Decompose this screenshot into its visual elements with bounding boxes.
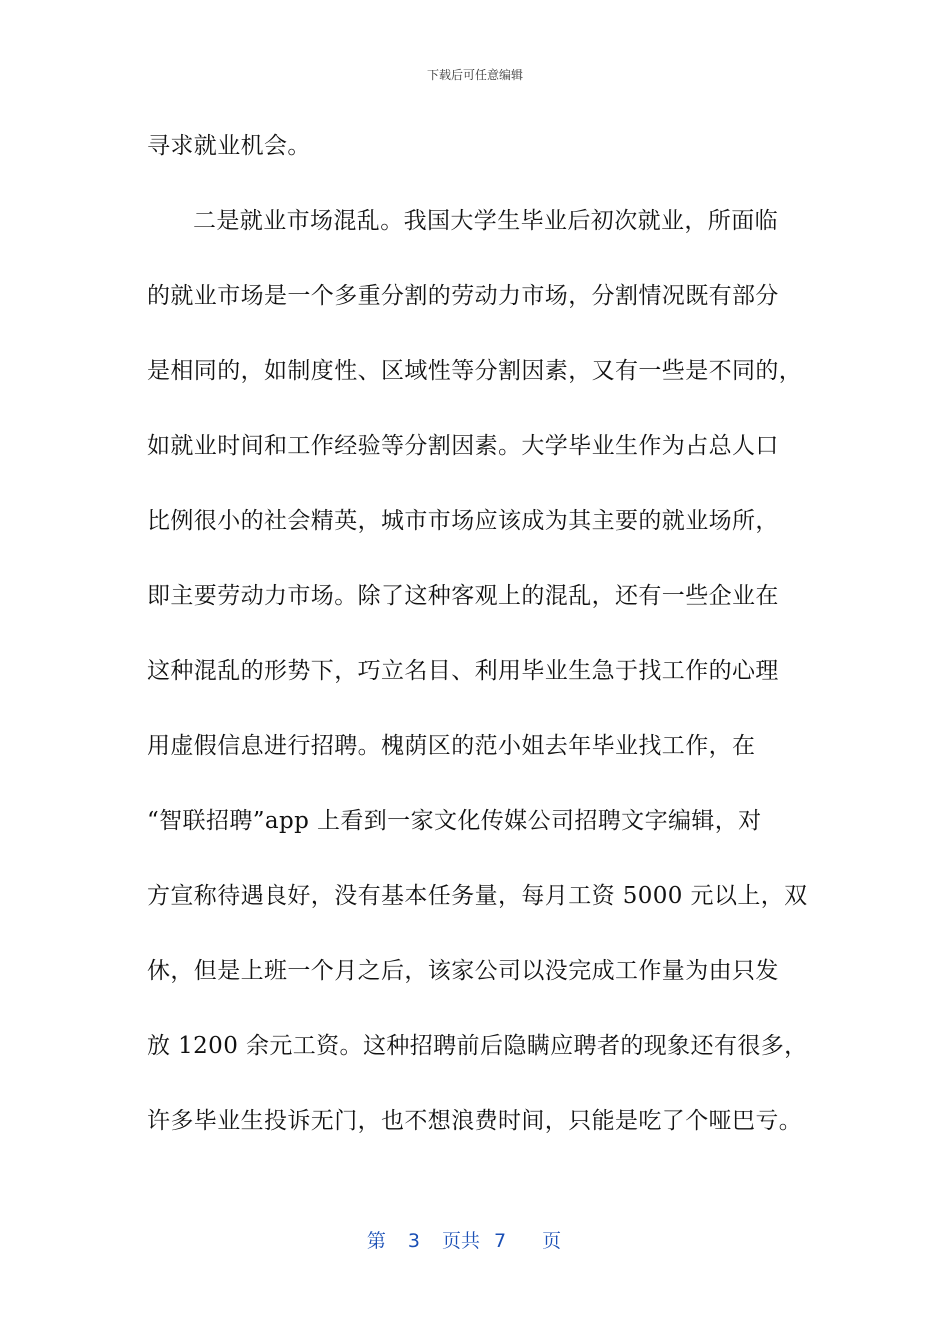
- text-line: 即主要劳动力市场。除了这种客观上的混乱，还有一些企业在: [147, 583, 779, 609]
- text-line: 如就业时间和工作经验等分割因素。大学毕业生作为占总人口: [147, 433, 779, 459]
- text-line: “智联招聘”app 上看到一家文化传媒公司招聘文字编辑，对: [147, 808, 762, 834]
- footer-current-page: 3: [407, 1230, 420, 1252]
- footer-suffix: 页: [542, 1230, 562, 1252]
- footer-total-pages: 7: [494, 1230, 507, 1252]
- footer-prefix: 第: [366, 1230, 386, 1252]
- text-line: 许多毕业生投诉无门，也不想浪费时间，只能是吃了个哑巴亏。: [147, 1108, 803, 1134]
- text-line: 二是就业市场混乱。我国大学生毕业后初次就业，所面临: [193, 208, 778, 234]
- page-footer: [0, 1226, 950, 1253]
- text-line: 比例很小的社会精英，城市市场应该成为其主要的就业场所，: [147, 508, 779, 534]
- text-line: 方宣称待遇良好，没有基本任务量，每月工资 5000 元以上，双: [147, 883, 808, 909]
- text-line: 这种混乱的形势下，巧立名目、利用毕业生急于找工作的心理: [147, 658, 779, 684]
- page-header-note: 下载后可任意编辑: [426, 68, 523, 82]
- text-line: 休，但是上班一个月之后，该家公司以没完成工作量为由只发: [147, 958, 779, 984]
- footer-middle: 页共: [441, 1230, 480, 1252]
- document-body: [147, 128, 807, 1178]
- text-line: 的就业市场是一个多重分割的劳动力市场，分割情况既有部分: [147, 283, 779, 309]
- text-line: 用虚假信息进行招聘。槐荫区的范小姐去年毕业找工作，在: [147, 733, 756, 759]
- text-line: 寻求就业机会。: [147, 133, 311, 159]
- text-line: 放 1200 余元工资。这种招聘前后隐瞒应聘者的现象还有很多，: [147, 1033, 808, 1059]
- text-line: 是相同的，如制度性、区域性等分割因素，又有一些是不同的，: [147, 358, 803, 384]
